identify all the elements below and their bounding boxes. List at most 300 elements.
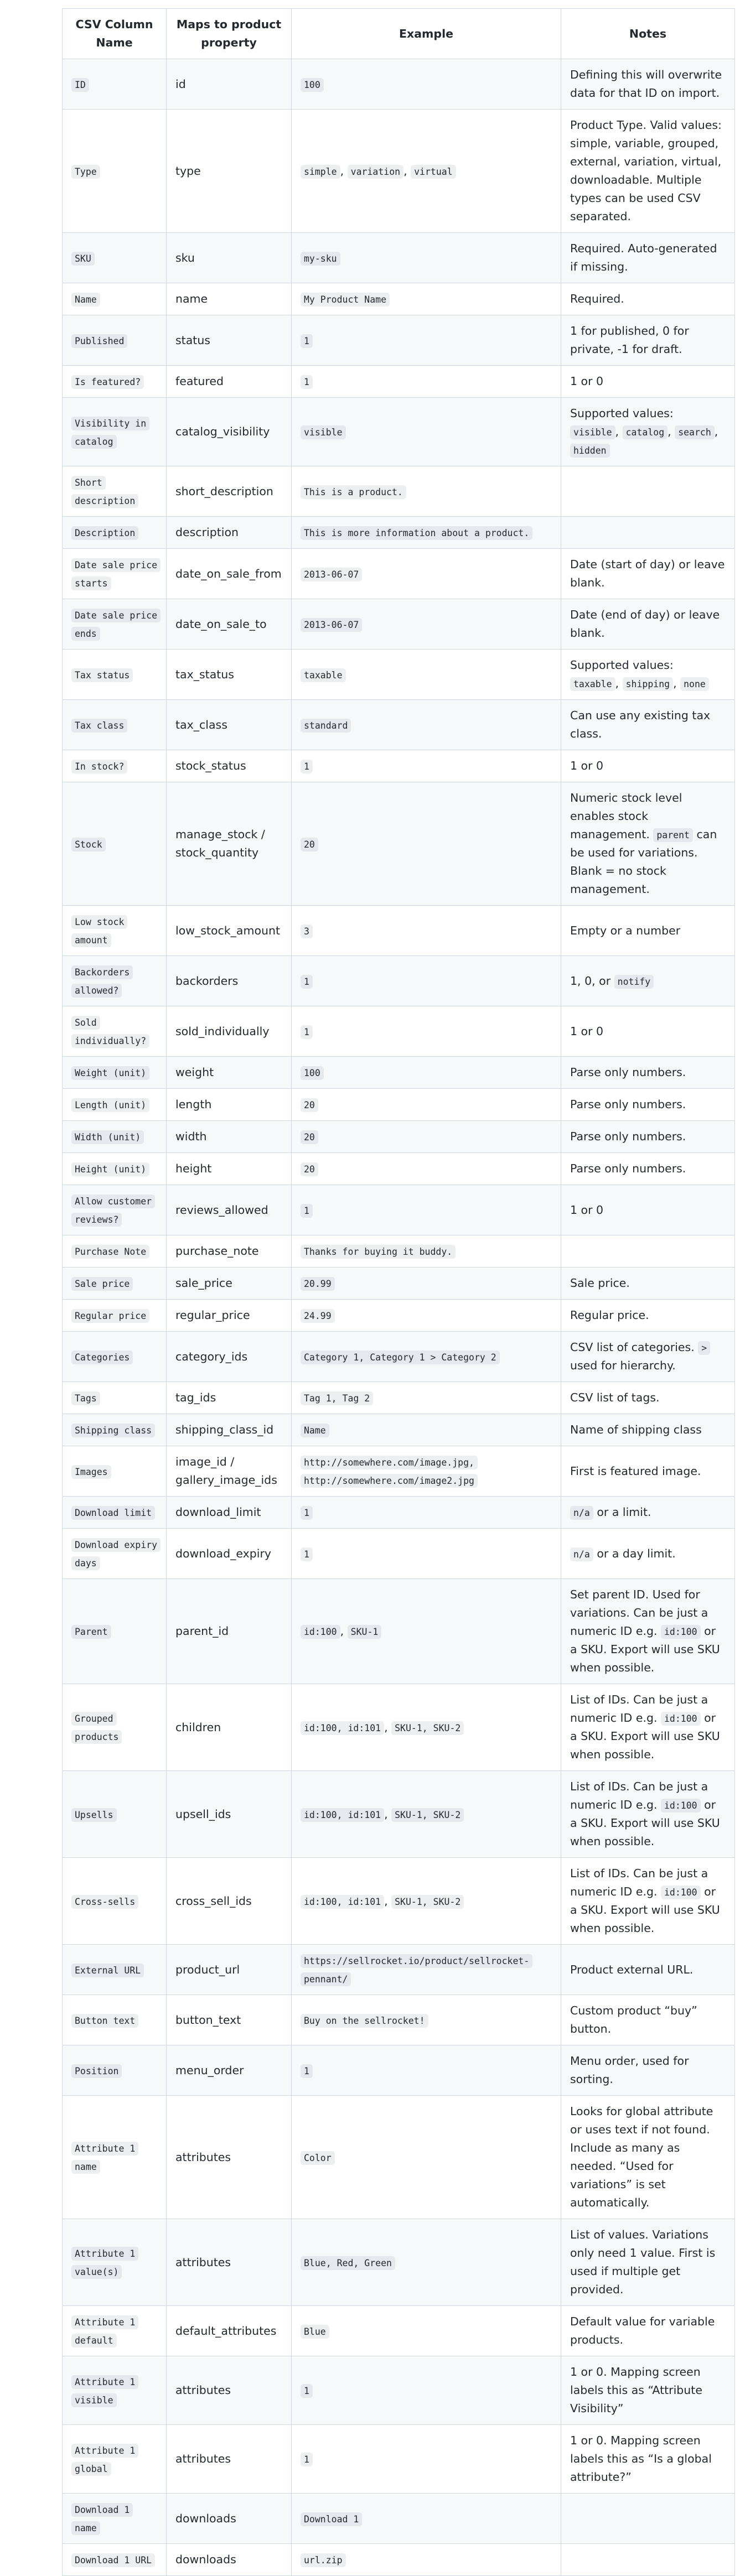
notes-text: First is featured image. <box>570 1464 701 1478</box>
table-row <box>63 549 735 599</box>
csv-column-name-code: Categories <box>71 1351 133 1364</box>
cell-example <box>292 2494 561 2544</box>
table-row <box>63 1382 735 1414</box>
cell-product-property: attributes <box>167 2356 292 2425</box>
cell-notes <box>561 956 735 1006</box>
cell-product-property: sold_individually <box>167 1006 292 1057</box>
cell-notes <box>561 315 735 366</box>
cell-csv-column <box>63 956 167 1006</box>
cell-notes <box>561 2425 735 2494</box>
cell-notes <box>561 398 735 466</box>
cell-csv-column <box>63 2544 167 2576</box>
table-row <box>63 2045 735 2096</box>
csv-column-name-code: Attribute 1 default <box>71 2315 138 2348</box>
cell-example <box>292 1945 561 1995</box>
cell-product-property: catalog_visibility <box>167 398 292 466</box>
notes-text: Can use any existing tax class. <box>570 709 711 740</box>
cell-notes <box>561 1185 735 1235</box>
notes-text: 1 or 0 <box>570 1024 604 1038</box>
table-row <box>63 1497 735 1529</box>
cell-example <box>292 283 561 315</box>
cell-notes <box>561 1414 735 1446</box>
notes-text: Set parent ID. Used for variations. Can be just a numeric ID e.g. <box>570 1588 708 1638</box>
cell-product-property: id <box>167 59 292 110</box>
notes-text: List of IDs. Can be just a numeric ID e.g. <box>570 1780 708 1811</box>
cell-csv-column <box>63 110 167 233</box>
notes-code: notify <box>614 975 654 989</box>
cell-product-property: manage_stock / stock_quantity <box>167 782 292 906</box>
cell-product-property: date_on_sale_to <box>167 599 292 650</box>
notes-text: Date (end of day) or leave blank. <box>570 608 720 640</box>
example-text: , <box>340 164 348 178</box>
notes-text: 1 or 0. Mapping screen labels this as “Attribute Visibility” <box>570 2365 702 2415</box>
cell-product-property: attributes <box>167 2219 292 2306</box>
csv-column-name-code: Length (unit) <box>71 1098 149 1112</box>
cell-example <box>292 1332 561 1382</box>
table-row <box>63 1771 735 1858</box>
cell-product-property: weight <box>167 1057 292 1089</box>
example-code: 20 <box>301 1162 318 1176</box>
notes-code: taxable <box>570 677 615 691</box>
notes-text: CSV list of categories. <box>570 1341 698 1354</box>
example-code: Blue, Red, Green <box>301 2256 395 2270</box>
cell-example <box>292 1684 561 1771</box>
cell-csv-column <box>63 750 167 782</box>
cell-csv-column <box>63 1446 167 1497</box>
notes-code: parent <box>653 828 693 842</box>
cell-product-property: downloads <box>167 2544 292 2576</box>
cell-product-property: sku <box>167 233 292 283</box>
cell-csv-column <box>63 2096 167 2219</box>
cell-product-property: shipping_class_id <box>167 1414 292 1446</box>
csv-column-name-code: Description <box>71 526 138 540</box>
notes-text: or a limit. <box>593 1505 651 1519</box>
table-row <box>63 1153 735 1185</box>
cell-csv-column <box>63 283 167 315</box>
example-code: url.zip <box>301 2553 346 2567</box>
csv-column-name-code: Attribute 1 name <box>71 2142 138 2174</box>
cell-csv-column <box>63 517 167 549</box>
example-code: 1 <box>301 334 313 348</box>
table-row <box>63 1684 735 1771</box>
example-code: 1 <box>301 975 313 989</box>
csv-column-name-code: Sold individually? <box>71 1016 149 1048</box>
notes-text: , <box>615 677 623 690</box>
example-code: 20.99 <box>301 1277 335 1291</box>
cell-example <box>292 1006 561 1057</box>
cell-product-property: sale_price <box>167 1268 292 1300</box>
csv-mapping-table-container <box>62 8 734 2576</box>
cell-notes <box>561 2096 735 2219</box>
cell-csv-column <box>63 549 167 599</box>
example-code: Color <box>301 2151 335 2165</box>
example-code: 1 <box>301 375 313 389</box>
table-row <box>63 700 735 750</box>
cell-product-property: date_on_sale_from <box>167 549 292 599</box>
example-code: 1 <box>301 1506 313 1520</box>
table-row <box>63 956 735 1006</box>
cell-example <box>292 549 561 599</box>
example-code: https://sellrocket.io/product/sellrocket-pennant/ <box>301 1954 532 1986</box>
example-code: 20 <box>301 1130 318 1144</box>
cell-example <box>292 366 561 398</box>
example-code: SKU-1 <box>348 1625 382 1639</box>
notes-text: Empty or a number <box>570 923 681 937</box>
csv-column-name-code: Tax class <box>71 719 127 733</box>
csv-column-name-code: Attribute 1 global <box>71 2444 138 2476</box>
cell-notes <box>561 1995 735 2045</box>
cell-product-property: attributes <box>167 2425 292 2494</box>
example-code: virtual <box>411 165 456 179</box>
header-notes: Notes <box>561 9 735 59</box>
cell-example <box>292 782 561 906</box>
cell-csv-column <box>63 1382 167 1414</box>
cell-notes <box>561 283 735 315</box>
notes-text: 1, 0, or <box>570 974 614 988</box>
csv-column-name-code: Position <box>71 2064 122 2078</box>
csv-column-name-code: Shipping class <box>71 1424 155 1437</box>
example-code: 2013-06-07 <box>301 568 362 581</box>
cell-notes <box>561 517 735 549</box>
cell-product-property: download_expiry <box>167 1529 292 1579</box>
notes-code: id:100 <box>661 1625 701 1639</box>
csv-column-name-code: Type <box>71 165 100 179</box>
notes-text: List of IDs. Can be just a numeric ID e.g. <box>570 1867 708 1898</box>
example-code: standard <box>301 719 351 733</box>
csv-column-name-code: Attribute 1 visible <box>71 2375 138 2407</box>
notes-code: n/a <box>570 1547 593 1561</box>
cell-example <box>292 700 561 750</box>
example-code: 1 <box>301 1547 313 1561</box>
cell-example <box>292 517 561 549</box>
cell-notes <box>561 1268 735 1300</box>
csv-column-name-code: Parent <box>71 1625 111 1639</box>
table-row <box>63 398 735 466</box>
cell-csv-column <box>63 906 167 956</box>
csv-column-name-code: ID <box>71 78 89 92</box>
csv-column-name-code: Purchase Note <box>71 1245 149 1259</box>
example-text: , <box>384 1807 392 1821</box>
cell-notes <box>561 1382 735 1414</box>
notes-text: , <box>714 425 718 438</box>
cell-example <box>292 233 561 283</box>
notes-text: Custom product “buy” button. <box>570 2004 697 2035</box>
header-example: Example <box>292 9 561 59</box>
cell-csv-column <box>63 1414 167 1446</box>
csv-column-name-code: Download 1 URL <box>71 2553 155 2567</box>
csv-column-name-code: Backorders allowed? <box>71 965 133 998</box>
table-row <box>63 2096 735 2219</box>
notes-text: Regular price. <box>570 1308 649 1322</box>
cell-product-property: height <box>167 1153 292 1185</box>
cell-csv-column <box>63 366 167 398</box>
table-row <box>63 1300 735 1332</box>
cell-notes <box>561 1945 735 1995</box>
cell-csv-column <box>63 1268 167 1300</box>
example-code: My Product Name <box>301 293 390 307</box>
csv-column-name-code: Tags <box>71 1391 100 1405</box>
table-header-row <box>63 9 735 59</box>
cell-notes <box>561 1858 735 1945</box>
cell-notes <box>561 599 735 650</box>
cell-product-property: regular_price <box>167 1300 292 1332</box>
cell-csv-column <box>63 2425 167 2494</box>
csv-column-name-code: Name <box>71 293 100 307</box>
example-text: , <box>340 1624 348 1638</box>
cell-product-property: width <box>167 1121 292 1153</box>
cell-product-property: cross_sell_ids <box>167 1858 292 1945</box>
notes-text: , <box>673 677 681 690</box>
cell-product-property: tag_ids <box>167 1382 292 1414</box>
notes-text: Name of shipping class <box>570 1423 702 1436</box>
csv-column-name-code: Download limit <box>71 1506 155 1520</box>
csv-column-name-code: Grouped products <box>71 1712 122 1744</box>
cell-notes <box>561 2494 735 2544</box>
cell-csv-column <box>63 1945 167 1995</box>
cell-example <box>292 1268 561 1300</box>
cell-notes <box>561 1529 735 1579</box>
table-row <box>63 517 735 549</box>
example-code: 3 <box>301 925 313 938</box>
cell-example <box>292 1497 561 1529</box>
example-code: 1 <box>301 760 313 773</box>
notes-text: Required. <box>570 292 624 305</box>
notes-text: or a SKU. Export will use SKU when possible. <box>570 1711 720 1761</box>
table-row <box>63 315 735 366</box>
cell-csv-column <box>63 1579 167 1684</box>
notes-code: visible <box>570 425 615 439</box>
notes-code: n/a <box>570 1506 593 1520</box>
cell-csv-column <box>63 398 167 466</box>
cell-example <box>292 1089 561 1121</box>
csv-column-name-code: Short description <box>71 476 138 508</box>
cell-notes <box>561 2306 735 2356</box>
cell-example <box>292 1185 561 1235</box>
table-row <box>63 1089 735 1121</box>
csv-column-name-code: Download expiry days <box>71 1538 161 1570</box>
table-row <box>63 2425 735 2494</box>
notes-text: 1 or 0 <box>570 759 604 772</box>
table-row <box>63 782 735 906</box>
cell-csv-column <box>63 59 167 110</box>
cell-example <box>292 1414 561 1446</box>
example-code: Blue <box>301 2325 329 2339</box>
notes-text: Product Type. Valid values: simple, variable, grouped, external, variation, virtual, downloadable. Multiple types can be used CSV separated. <box>570 118 722 223</box>
table-row <box>63 2494 735 2544</box>
example-code: Thanks for buying it buddy. <box>301 1245 456 1259</box>
cell-csv-column <box>63 466 167 517</box>
table-row <box>63 283 735 315</box>
notes-text: 1 or 0 <box>570 1203 604 1217</box>
cell-example <box>292 1446 561 1497</box>
cell-notes <box>561 1332 735 1382</box>
cell-notes <box>561 1579 735 1684</box>
cell-example <box>292 650 561 700</box>
notes-text: CSV list of tags. <box>570 1391 660 1404</box>
csv-column-name-code: Weight (unit) <box>71 1066 149 1080</box>
cell-csv-column <box>63 650 167 700</box>
example-code: 1 <box>301 1204 313 1218</box>
table-row <box>63 1332 735 1382</box>
notes-code: hidden <box>570 444 610 458</box>
cell-notes <box>561 1497 735 1529</box>
csv-column-name-code: SKU <box>71 252 95 266</box>
notes-code: id:100 <box>661 1712 701 1726</box>
cell-example <box>292 398 561 466</box>
example-code: id:100 <box>301 1625 340 1639</box>
csv-column-name-code: Images <box>71 1465 111 1479</box>
cell-example <box>292 1300 561 1332</box>
header-csv-column-name: CSV Column Name <box>63 9 167 59</box>
notes-text: Supported values: <box>570 407 674 420</box>
notes-text: or a day limit. <box>593 1546 676 1560</box>
table-row <box>63 110 735 233</box>
cell-product-property: name <box>167 283 292 315</box>
notes-text: Defining this will overwrite data for that ID on import. <box>570 68 722 100</box>
table-row <box>63 1268 735 1300</box>
notes-text: Sale price. <box>570 1276 630 1290</box>
notes-text: Parse only numbers. <box>570 1098 686 1111</box>
cell-product-property: tax_status <box>167 650 292 700</box>
example-code: This is more information about a product. <box>301 526 532 540</box>
table-row <box>63 599 735 650</box>
table-row <box>63 2219 735 2306</box>
cell-example <box>292 2544 561 2576</box>
table-row <box>63 466 735 517</box>
notes-text: Numeric stock level enables stock management. <box>570 791 682 841</box>
cell-example <box>292 1858 561 1945</box>
table-row <box>63 1995 735 2045</box>
cell-csv-column <box>63 1771 167 1858</box>
cell-notes <box>561 2045 735 2096</box>
notes-text: can be used for variations. Blank = no stock management. <box>570 828 717 896</box>
example-code: SKU-1, SKU-2 <box>391 1895 464 1909</box>
csv-column-name-code: Upsells <box>71 1808 117 1822</box>
cell-product-property: downloads <box>167 2494 292 2544</box>
table-row <box>63 233 735 283</box>
cell-csv-column <box>63 1995 167 2045</box>
cell-notes <box>561 1446 735 1497</box>
cell-example <box>292 2425 561 2494</box>
example-code: 1 <box>301 2453 313 2466</box>
cell-product-property: button_text <box>167 1995 292 2045</box>
notes-text: or a SKU. Export will use SKU when possible. <box>570 1624 720 1674</box>
example-code: http://somewhere.com/image.jpg, http://somewhere.com/image2.jpg <box>301 1456 478 1488</box>
cell-notes <box>561 1771 735 1858</box>
cell-csv-column <box>63 782 167 906</box>
example-code: Tag 1, Tag 2 <box>301 1391 373 1405</box>
table-row <box>63 1185 735 1235</box>
cell-product-property: tax_class <box>167 700 292 750</box>
notes-text: or a SKU. Export will use SKU when possible. <box>570 1885 720 1935</box>
example-code: variation <box>348 165 403 179</box>
notes-text: 1 for published, 0 for private, -1 for draft. <box>570 324 689 356</box>
cell-notes <box>561 650 735 700</box>
notes-code: id:100 <box>661 1886 701 1899</box>
table-row <box>63 1529 735 1579</box>
cell-notes <box>561 906 735 956</box>
notes-text: Product external URL. <box>570 1962 694 1976</box>
csv-column-name-code: Download 1 name <box>71 2503 133 2535</box>
header-product-property: Maps to product property <box>167 9 292 59</box>
notes-text: used for hierarchy. <box>570 1359 676 1372</box>
example-code: simple <box>301 165 340 179</box>
csv-column-name-code: Cross-sells <box>71 1895 138 1909</box>
cell-example <box>292 1529 561 1579</box>
cell-notes <box>561 1235 735 1268</box>
notes-code: search <box>675 425 715 439</box>
cell-notes <box>561 549 735 599</box>
cell-notes <box>561 2219 735 2306</box>
cell-csv-column <box>63 1153 167 1185</box>
table-row <box>63 906 735 956</box>
notes-text: , <box>667 425 675 438</box>
cell-notes <box>561 366 735 398</box>
cell-example <box>292 2306 561 2356</box>
cell-example <box>292 2219 561 2306</box>
cell-example <box>292 1153 561 1185</box>
cell-product-property: reviews_allowed <box>167 1185 292 1235</box>
table-row <box>63 1006 735 1057</box>
cell-product-property: category_ids <box>167 1332 292 1382</box>
cell-notes <box>561 59 735 110</box>
table-row <box>63 1945 735 1995</box>
example-code: 100 <box>301 1066 324 1080</box>
example-code: Buy on the sellrocket! <box>301 2014 428 2028</box>
example-text: , <box>384 1894 392 1908</box>
notes-code: id:100 <box>661 1799 701 1812</box>
cell-csv-column <box>63 315 167 366</box>
cell-example <box>292 2045 561 2096</box>
cell-example <box>292 1579 561 1684</box>
cell-notes <box>561 1006 735 1057</box>
table-row <box>63 1121 735 1153</box>
table-row <box>63 366 735 398</box>
table-row <box>63 59 735 110</box>
cell-example <box>292 1057 561 1089</box>
notes-text: Default value for variable products. <box>570 2315 715 2346</box>
example-code: 20 <box>301 1098 318 1112</box>
example-code: id:100, id:101 <box>301 1895 384 1909</box>
cell-csv-column <box>63 233 167 283</box>
example-code: Category 1, Category 1 > Category 2 <box>301 1351 500 1364</box>
cell-example <box>292 315 561 366</box>
cell-product-property: type <box>167 110 292 233</box>
table-row <box>63 750 735 782</box>
example-code: taxable <box>301 668 346 682</box>
example-code: Name <box>301 1424 329 1437</box>
csv-column-name-code: Regular price <box>71 1309 149 1323</box>
notes-text: 1 or 0. Mapping screen labels this as “Is a global attribute?” <box>570 2434 712 2484</box>
csv-column-name-code: Visibility in catalog <box>71 417 149 449</box>
notes-text: Looks for global attribute or uses text if not found. Include as many as needed. “Used for variations” is set automatically. <box>570 2105 713 2209</box>
notes-text: Date (start of day) or leave blank. <box>570 558 725 589</box>
csv-column-name-code: Allow customer reviews? <box>71 1194 155 1227</box>
csv-column-name-code: Stock <box>71 838 106 851</box>
cell-example <box>292 1771 561 1858</box>
cell-notes <box>561 750 735 782</box>
cell-example <box>292 750 561 782</box>
csv-column-name-code: Is featured? <box>71 375 144 389</box>
example-text: , <box>384 1720 392 1734</box>
cell-notes <box>561 700 735 750</box>
notes-text: or a SKU. Export will use SKU when possible. <box>570 1798 720 1848</box>
cell-notes <box>561 1121 735 1153</box>
cell-notes <box>561 1057 735 1089</box>
notes-code: shipping <box>623 677 673 691</box>
example-code: 24.99 <box>301 1309 335 1323</box>
cell-csv-column <box>63 1332 167 1382</box>
